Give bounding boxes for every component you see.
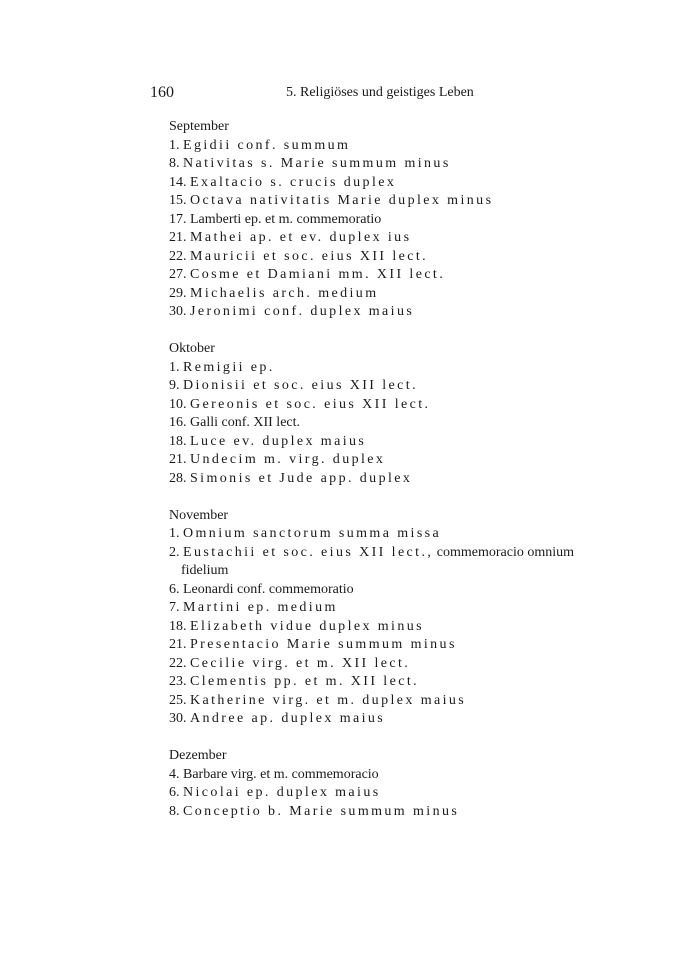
day-number: 25. [169,692,190,708]
day-number: 28. [169,470,190,486]
day-number: 17. [169,211,190,227]
feast-entry [169,359,619,378]
month-heading: September [169,119,229,134]
feast-entry [169,303,619,322]
feast-entry [169,137,619,156]
feast-text: Martini ep. medium [183,600,338,615]
feast-entry [169,155,619,174]
feast-entry [169,784,619,803]
feast-entry [169,673,619,692]
month-heading: Oktober [169,341,215,356]
day-number: 18. [169,618,190,634]
feast-entry [169,544,619,581]
day-number: 21. [169,452,190,467]
feast-text: Conceptio b. Marie summum minus [183,803,460,819]
feast-entry [169,433,619,452]
feast-entry [169,229,619,248]
feast-entry [169,414,619,433]
day-number: 21. [169,230,190,245]
feast-text: Luce ev. duplex maius [190,433,367,449]
day-number: 23. [169,674,190,689]
day-number: 8. [169,803,183,819]
day-number: 1. [169,359,183,375]
day-number: 22. [169,655,190,671]
day-number: 2. [169,544,183,560]
feast-entry [169,211,619,230]
feast-text: Elizabeth vidue duplex minus [190,618,424,634]
feast-entry [169,766,619,785]
feast-text: Leonardi conf. commemoratio [183,581,354,597]
day-number: 10. [169,396,190,412]
feast-entry [169,266,619,285]
feast-entry [169,636,619,655]
feast-text: Barbare virg. et m. commemoracio [183,766,379,782]
feast-text: Andree ap. duplex maius [190,711,386,726]
feast-entry [169,377,619,396]
day-number: 8. [169,156,183,171]
feast-text: Octava nativitatis Marie duplex minus [190,193,494,208]
feast-entry [169,599,619,618]
feast-text: Jeronimi conf. duplex maius [190,304,415,319]
feast-entry [169,451,619,470]
day-number: 27. [169,267,190,282]
feast-text: Exaltacio s. crucis duplex [190,174,397,190]
feast-text-addition: commemoracio omnium fidelium [181,544,575,578]
feast-text: Katherine virg. et m. duplex maius [190,692,467,708]
feast-text: Remigii ep. [183,359,275,375]
month-heading: Dezember [169,748,227,763]
day-number: 6. [169,581,183,597]
feast-entry [169,618,619,637]
feast-text: Simonis et Jude app. duplex [190,470,413,486]
month-section [169,340,619,507]
feast-entry [169,248,619,267]
month-section [169,118,619,340]
feast-text: Undecim m. virg. duplex [190,452,386,467]
feast-entry [169,525,619,544]
day-number: 14. [169,174,190,190]
feast-text: Cosme et Damiani mm. XII lect. [190,267,446,282]
feast-entry [169,470,619,489]
feast-entry [169,174,619,193]
feast-text: Presentacio Marie summum minus [190,637,457,652]
feast-text: Mauricii et soc. eius XII lect. [190,248,429,264]
section-spacer [169,322,619,341]
feast-entry [169,710,619,729]
feast-entry [169,581,619,600]
feast-text: Michaelis arch. medium [190,285,379,301]
feast-text: Omnium sanctorum summa missa [183,526,442,541]
day-number: 1. [169,137,183,153]
calendar-list [169,118,619,821]
feast-text: Nicolai ep. duplex maius [183,785,381,800]
day-number: 30. [169,711,190,726]
feast-entry [169,803,619,822]
month-section [169,747,619,821]
day-number: 21. [169,637,190,652]
feast-text: Cecilie virg. et m. XII lect. [190,655,411,671]
month-section [169,507,619,748]
day-number: 18. [169,433,190,449]
feast-text: Mathei ap. et ev. duplex ius [190,230,412,245]
day-number: 16. [169,415,190,430]
day-number: 9. [169,378,183,393]
day-number: 4. [169,766,183,782]
day-number: 30. [169,304,190,319]
feast-entry [169,692,619,711]
day-number: 1. [169,526,183,541]
feast-entry [169,655,619,674]
feast-text: Egidii conf. summum [183,137,351,153]
day-number: 22. [169,248,190,264]
month-heading: November [169,507,229,523]
feast-text: Galli conf. XII lect. [190,415,301,430]
feast-entry [169,285,619,304]
feast-text: Eustachii et soc. eius XII lect., [183,544,434,560]
section-spacer [169,488,619,507]
feast-entry [169,396,619,415]
day-number: 6. [169,785,183,800]
section-spacer [169,729,619,748]
day-number: 15. [169,193,190,208]
day-number: 7. [169,600,183,615]
feast-text: Nativitas s. Marie summum minus [183,156,451,171]
running-head: 5. Religiöses und geistiges Leben [286,85,474,100]
day-number: 29. [169,285,190,301]
feast-text: Clementis pp. et m. XII lect. [190,674,420,689]
page-number: 160 [150,84,174,101]
feast-entry [169,192,619,211]
feast-text: Gereonis et soc. eius XII lect. [190,396,431,412]
feast-text: Lamberti ep. et m. commemoratio [190,211,382,227]
feast-text: Dionisii et soc. eius XII lect. [183,378,418,393]
